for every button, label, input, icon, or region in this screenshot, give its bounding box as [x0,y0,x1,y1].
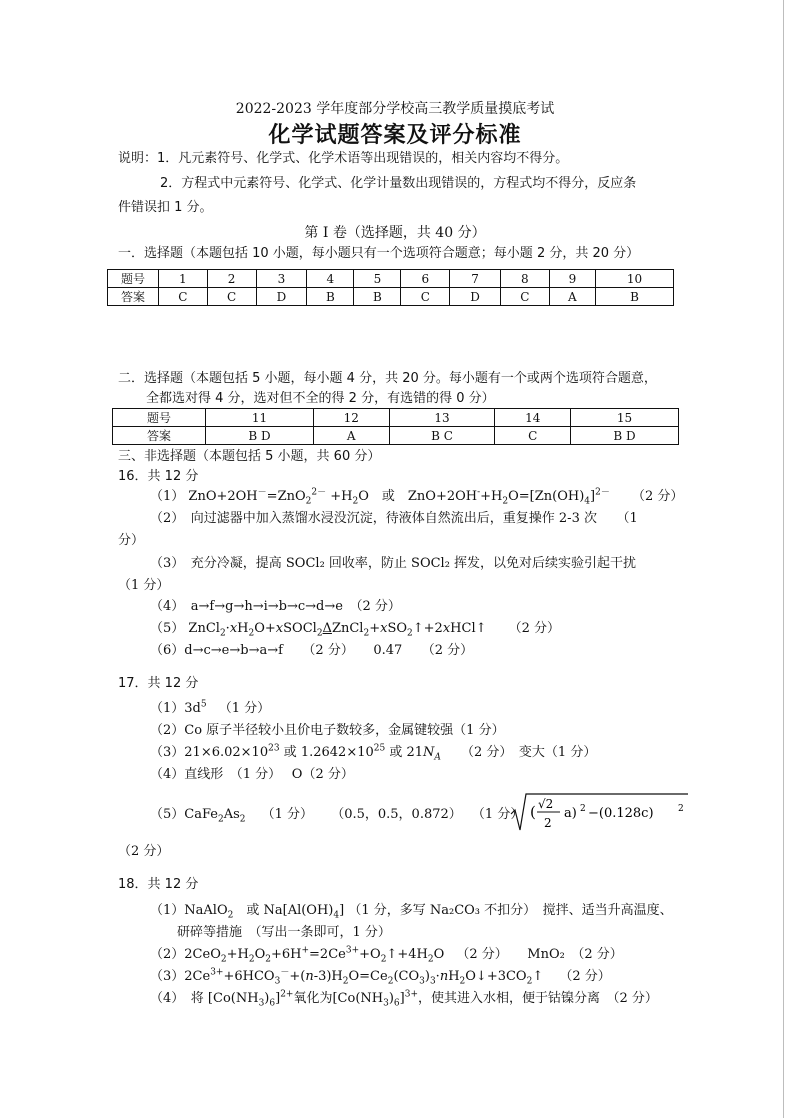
formula-exp-1: 2 [580,804,586,814]
table-row [113,409,679,427]
table-header-cell: 答案 [108,288,159,306]
q16-a5-equation: $ZnCl_2\cdot xH_2O+xSOCl_2\Delta ZnCl_2+xSO_2↑+2xHCl↑$ [188,621,487,639]
table-cell: 14 [495,409,571,427]
table-cell: 13 [389,409,495,427]
q17-answer-5 [150,806,523,824]
q17-a5-score-1: （1 分） [261,807,314,822]
table-cell: 4 [307,270,354,288]
q17-answer-4: （4）直线形 （1 分） O（2 分） [150,767,354,782]
q17-a5-score-2: （1 分） [471,807,524,822]
note-line-2: 2．方程式中元素符号、化学式、化学计量数出现错误的，方程式均不得分，反应条 [160,176,637,191]
q16-answer-3: （3） 充分冷凝，提高 SOCl₂ 回收率，防止 SOCl₂ 挥发，以免对后续实验引起干扰 [150,556,637,571]
table-cell: B C [389,427,495,445]
choice-answer-table-2 [112,408,679,445]
document-title: 化学试题答案及评分标准 [268,122,522,148]
table-cell: B [596,288,674,306]
table-cell: B [307,288,354,306]
q18-a1-formula: NaAlO$_2$ 或 $Na[Al(OH)_4]$ [184,903,345,921]
table-row [108,288,674,306]
table-cell: 1 [159,270,208,288]
table-row [113,427,679,445]
q17-a5-coords: （0.5，0.5，0.872） [331,807,462,822]
q17-title: 17．共 12 分 [118,676,199,691]
q18-a1-text: （1 分，多写 Na₂CO₃ 不扣分） 搅拌、适当升高温度、 [348,903,673,918]
section2-title-line1: 二．选择题（本题包括 5 小题，每小题 4 分，共 20 分。每小题有一个或两个选项符合题意， [118,371,657,386]
q16-answer-6: （6）d→c→e→b→a→f （2 分） 0.47 （2 分） [150,643,474,658]
exam-title: 2022-2023 学年度部分学校高三教学质量摸底考试 [235,101,555,117]
q18-answer-1-cont: 研碎等措施 （写出一条即可，1 分） [177,925,391,940]
table-cell: 15 [571,409,679,427]
q16-answer-2-cont: 分） [118,533,145,548]
q17-answer-1: $(1)3d^5$ （1 分） [150,699,271,716]
choice-answer-table-1 [107,269,674,306]
note-line-3: 件错误扣 1 分。 [118,200,213,215]
q17-answer-3 [150,744,596,762]
table-cell: 2 [207,270,256,288]
q16-answer-3-cont: （1 分） [118,578,170,593]
table-cell: 3 [256,270,307,288]
q17-a3-label: （3） [150,745,185,760]
q18-a4-text: ，使其进入水相，便于钴镍分离 （2 分） [418,991,658,1006]
table-cell: A [549,288,595,306]
section3-title: 三、非选择题（本题包括 5 小题，共 60 分） [118,449,381,464]
q18-a3-label: （3） [150,969,185,984]
q16-a1-label: （1） [150,489,185,504]
table-cell: 11 [206,409,314,427]
q18-a2-label: （2） [150,947,185,962]
table-cell: C [495,427,571,445]
table-cell: 7 [450,270,501,288]
table-cell: C [401,288,450,306]
q16-a1-equation: $ZnO+2OH^-=ZnO_2^{2-} +H_2O$ 或 $ZnO+2OH^-+H_2O=[Zn(OH)_4]^{2-}$ [188,487,610,507]
table-cell: 12 [313,409,389,427]
table-cell: B D [571,427,679,445]
sqrt-formula-image [508,790,688,836]
q17-a3-score: （2 分） 变大（1 分） [461,745,597,760]
table-cell: 8 [501,270,550,288]
note-line-1: 说明：1．凡元素符号、化学式、化学术语等出现错误的，相关内容均不得分。 [118,151,569,166]
q17-answer-2: （2）Co 原子半径较小且价电子数较多，金属键较强（1 分） [150,723,505,738]
q16-a1-score: （2 分） [631,489,684,504]
q17-answer-5-cont: （2 分） [118,844,170,859]
q16-answer-1 [150,488,683,506]
q18-a4-label: （4） 将 [150,991,204,1006]
q17-a5-label: （5） [150,807,185,822]
table-header-cell: 题号 [108,270,159,288]
q16-answer-5 [150,620,560,638]
q16-answer-4: （4） a→f→g→h→i→b→c→d→e （2 分） [150,599,401,614]
q16-title: 16．共 12 分 [118,469,199,484]
q18-a3-score: （2 分） [559,969,611,984]
table-cell: B [354,288,401,306]
formula-exp-2: 2 [678,804,684,814]
q18-a3-equation: $2Ce^{3+}+6HCO_3^-+(n-3)H_2O=Ce_2(CO_3)_3\cdot nH_2O↓+3CO_2↑$ [184,967,544,987]
table-cell: B D [206,427,314,445]
q17-a1-score: （1 分） [218,701,271,716]
formula-rest: −(0.128c) [588,806,654,821]
q17-a1-label: （1）3d [150,701,201,716]
q18-answer-1 [150,902,673,920]
table-cell: 9 [549,270,595,288]
table-cell: C [501,288,550,306]
q18-answer-4 [150,990,658,1008]
formula-numerator: √2 [538,797,554,811]
section2-title-line2: 全都选对得 4 分，选对但不全的得 2 分，有选错的得 0 分） [146,391,495,406]
table-header-cell: 答案 [113,427,206,445]
formula-a: a) [564,806,577,821]
part1-title: 第 I 卷（选择题，共 40 分） [304,225,486,241]
table-cell: D [256,288,307,306]
q16-a5-score: （2 分） [508,621,561,636]
q18-a2-equation: $2CeO_2+H_2O_2+6H^+=2Ce^{3+}+O_2↑+4H_2O$ [184,945,445,965]
table-cell: 5 [354,270,401,288]
table-header-cell: 题号 [113,409,206,427]
q18-a1-label: （1） [150,903,185,918]
q18-a2-score: （2 分） MnO₂ （2 分） [456,947,623,962]
q16-a5-label: （5） [150,621,185,636]
table-cell: D [450,288,501,306]
formula-paren: ( [530,803,536,821]
table-cell: 10 [596,270,674,288]
table-row [108,270,674,288]
q18-a4-complex: $[Co(NH_3)_6]^{2+}$氧化为$[Co(NH_3)_6]^{3+}$ [207,989,419,1009]
table-cell: C [159,288,208,306]
table-cell: 6 [401,270,450,288]
q18-answer-2 [150,946,623,964]
formula-denominator: 2 [544,816,552,830]
q17-a5-formula-text: $CaFe_2As_2$ [184,807,246,825]
section1-title: 一．选择题（本题包括 10 小题，每小题只有一个选项符合题意；每小题 2 分，共 20 分） [118,246,640,261]
q17-a3-values: $21\times 6.02\times 10^{23}$ 或 $1.2642\times 10^{25}$ 或 $21N_A$ [184,743,441,763]
q18-title: 18．共 12 分 [118,877,199,892]
q16-answer-2: （2） 向过滤器中加入蒸馏水浸没沉淀，待液体自然流出后，重复操作 2-3 次 （1 [150,511,638,526]
table-cell: A [313,427,389,445]
q18-answer-3 [150,968,611,986]
table-cell: C [207,288,256,306]
